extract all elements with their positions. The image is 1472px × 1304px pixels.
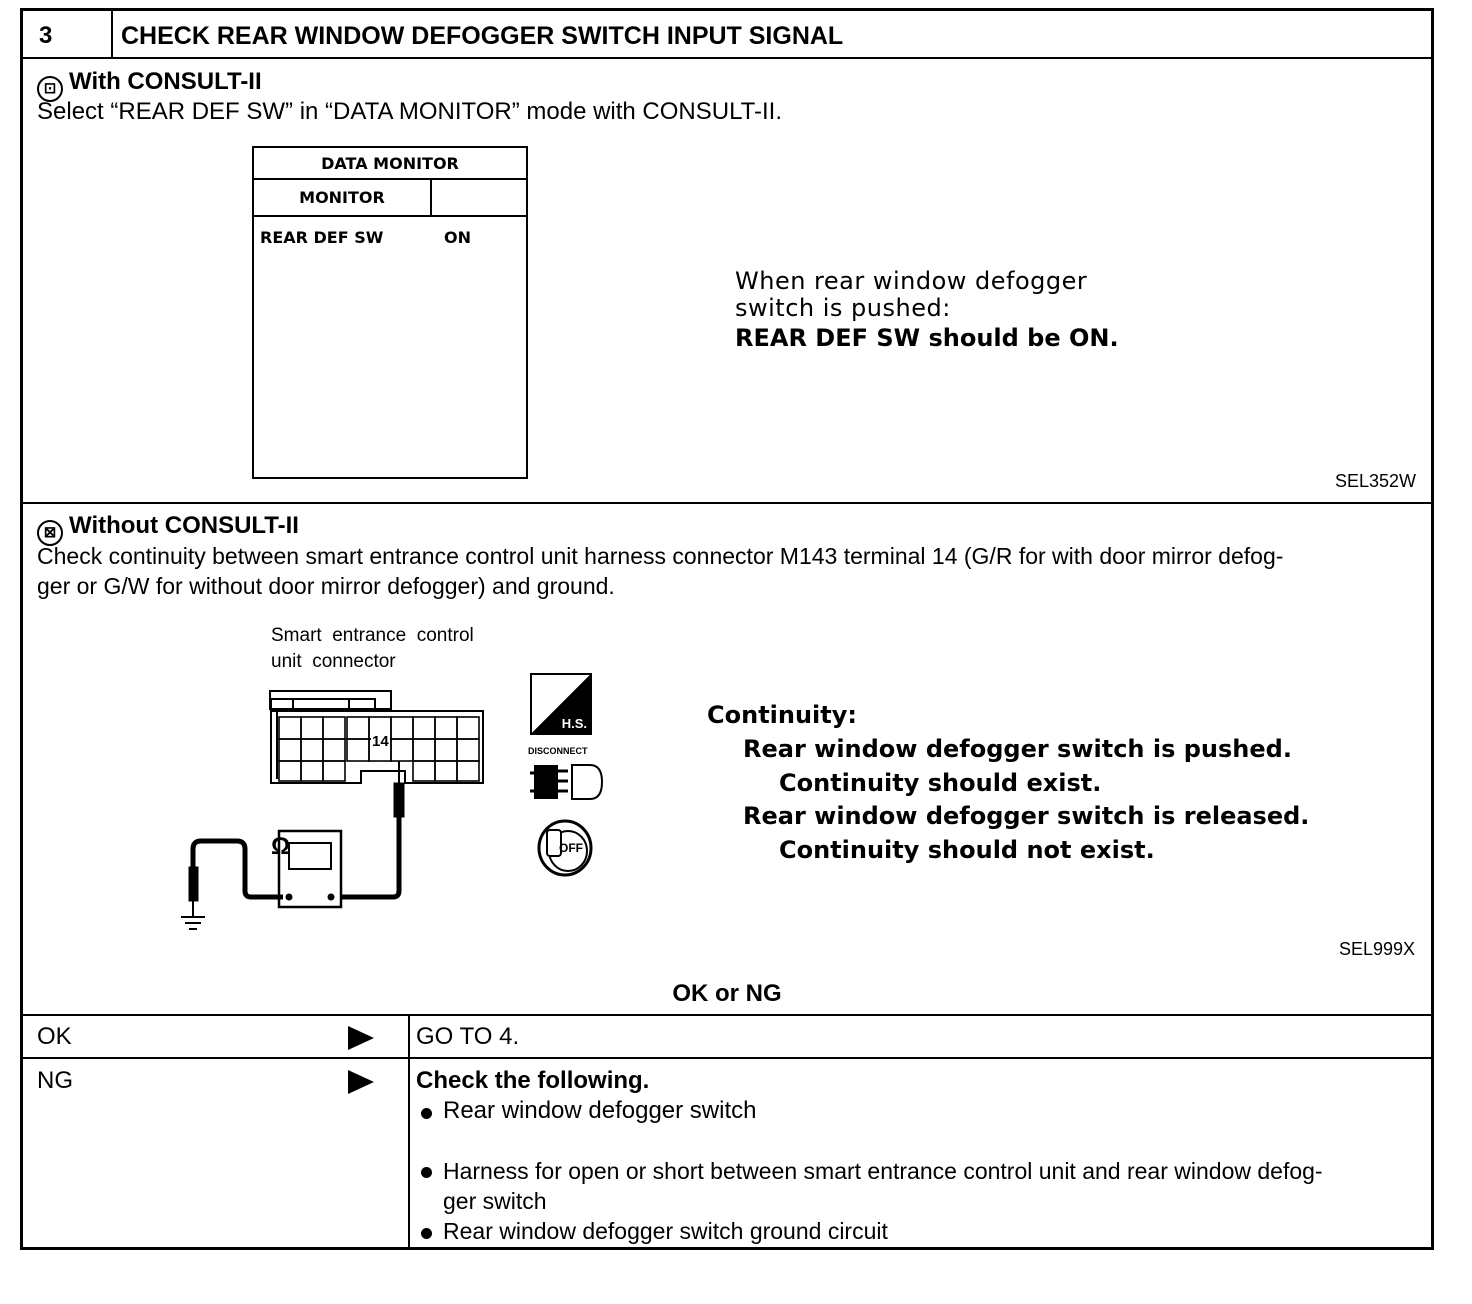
continuity-heading: Continuity: (707, 701, 857, 729)
data-monitor-column-header: MONITOR (299, 188, 385, 207)
ng-arrow-icon (348, 1070, 374, 1094)
figure-code-2: SEL999X (1339, 939, 1416, 959)
step-title: CHECK REAR WINDOW DEFOGGER SWITCH INPUT SIGNAL (121, 22, 844, 50)
dm-rule-1 (254, 178, 526, 180)
ng-label: NG (37, 1067, 73, 1094)
section-rule (23, 502, 1431, 504)
procedure-frame (20, 8, 1434, 1250)
without-consult-instruction-1: Check continuity between smart entrance control unit harness connector M143 terminal 14 (G/R for with door mirror defog- (37, 543, 1284, 569)
disconnect-label: DISCONNECT (528, 746, 588, 756)
data-monitor-title: DATA MONITOR (321, 154, 459, 173)
off-label: OFF (559, 841, 583, 855)
ng-item-3: Rear window defogger switch ground circuit (443, 1218, 888, 1244)
without-consult-instruction-2: ger or G/W for without door mirror defogger) and ground. (37, 573, 615, 599)
ohm-symbol: Ω (271, 833, 291, 860)
continuity-result-2: Continuity should not exist. (779, 836, 1155, 864)
ng-bullet-3 (421, 1228, 432, 1239)
consult-note-result: REAR DEF SW should be ON. (735, 324, 1119, 352)
continuity-condition-1: Rear window defogger switch is pushed. (743, 735, 1292, 763)
hs-label: H.S. (561, 716, 587, 731)
data-monitor-row-label: REAR DEF SW (260, 228, 384, 247)
with-consult-heading: With CONSULT-II (69, 68, 262, 95)
consult-note-line1: When rear window defogger (735, 267, 1088, 295)
ok-action: GO TO 4. (416, 1023, 520, 1050)
ok-label: OK (37, 1023, 72, 1050)
consult-plug-icon: ⊡ (37, 76, 63, 102)
without-consult-heading: Without CONSULT-II (69, 512, 299, 539)
continuity-condition-2: Rear window defogger switch is released. (743, 802, 1310, 830)
ng-item-2-line-1: Harness for open or short between smart entrance control unit and rear window defog- (443, 1158, 1323, 1184)
step-number: 3 (39, 22, 53, 49)
dm-col-divider (430, 178, 432, 216)
results-top-rule (23, 1014, 1431, 1016)
results-col-divider (408, 1014, 410, 1250)
figure-code-1: SEL352W (1335, 471, 1417, 491)
hs-icon (530, 673, 592, 735)
data-monitor-row-value: ON (444, 228, 471, 247)
continuity-result-1: Continuity should exist. (779, 769, 1102, 797)
ng-item-1: Rear window defogger switch (443, 1097, 757, 1124)
connector-label-1: Smart entrance control (271, 625, 474, 646)
ng-bullet-1 (421, 1108, 432, 1119)
ng-bullet-2 (421, 1167, 432, 1178)
header-rule (23, 57, 1431, 59)
dm-rule-2 (254, 215, 526, 217)
results-mid-rule (23, 1057, 1431, 1059)
consult-note-line2: switch is pushed: (735, 294, 951, 322)
connector-label-2: unit connector (271, 651, 396, 672)
ok-arrow-icon (348, 1026, 374, 1050)
terminal-14-label: 14 (372, 733, 389, 750)
ok-or-ng-header: OK or NG (672, 980, 782, 1007)
ng-heading: Check the following. (416, 1067, 650, 1094)
continuity-diagram (143, 671, 503, 941)
header-divider (111, 11, 113, 58)
with-consult-instruction: Select “REAR DEF SW” in “DATA MONITOR” mode with CONSULT-II. (37, 98, 782, 125)
ng-item-2-line-2: ger switch (443, 1188, 547, 1214)
no-consult-icon: ⊠ (37, 520, 63, 546)
disconnect-icon (528, 759, 606, 805)
data-monitor-table (252, 146, 528, 479)
